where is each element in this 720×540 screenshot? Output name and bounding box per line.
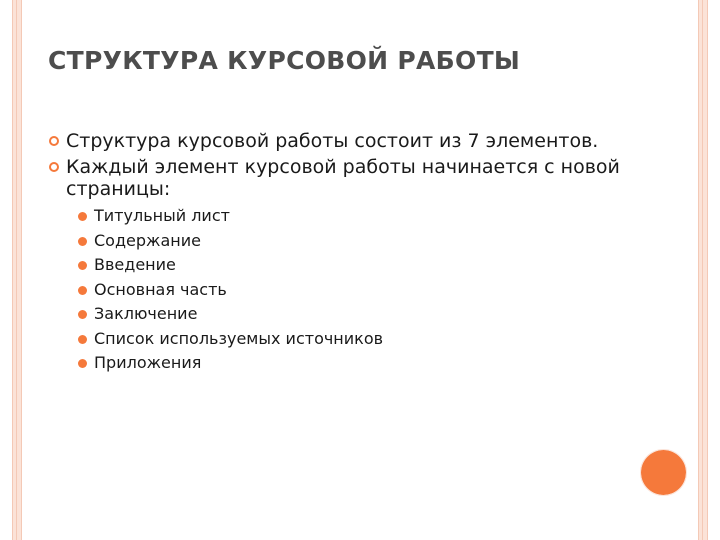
sub-bullet-item: [46, 327, 660, 352]
right-decorative-border: [698, 0, 708, 540]
dot-bullet-icon: [78, 335, 87, 344]
sub-bullet-text: Приложения: [94, 353, 202, 372]
dot-bullet-icon: [78, 261, 87, 270]
slide-content: [46, 130, 660, 376]
sub-bullet-text: Введение: [94, 255, 176, 274]
sub-bullet-text: Основная часть: [94, 279, 227, 299]
sub-bullet-item: [46, 204, 660, 229]
dot-bullet-icon: [78, 310, 87, 319]
dot-bullet-icon: [78, 286, 87, 295]
sub-bullet-item: [46, 229, 660, 254]
sub-bullet-text: Список используемых источников: [94, 328, 384, 348]
sub-bullet-list: [46, 204, 660, 376]
ring-bullet-icon: [49, 136, 59, 146]
dot-bullet-icon: [78, 212, 87, 221]
sub-bullet-text: Содержание: [94, 230, 201, 250]
dot-bullet-icon: [78, 359, 87, 368]
bullet-item: [46, 130, 660, 152]
sub-bullet-text: Заключение: [94, 304, 198, 323]
sub-bullet-text: Титульный лист: [94, 206, 230, 225]
sub-bullet-item: [46, 351, 660, 376]
left-decorative-border: [12, 0, 22, 540]
orange-circle-decoration: [641, 450, 686, 495]
bullet-item: [46, 156, 660, 200]
bullet-text: Каждый элемент курсовой работы начинается с новой страницы:: [66, 156, 620, 200]
sub-bullet-item: [46, 278, 660, 303]
bullet-text: Структура курсовой работы состоит из 7 элементов.: [66, 130, 599, 152]
ring-bullet-icon: [49, 162, 59, 172]
slide-title: СТРУКТУРА КУРСОВОЙ РАБОТЫ: [48, 46, 521, 75]
sub-bullet-item: [46, 253, 660, 278]
sub-bullet-item: [46, 302, 660, 327]
dot-bullet-icon: [78, 237, 87, 246]
